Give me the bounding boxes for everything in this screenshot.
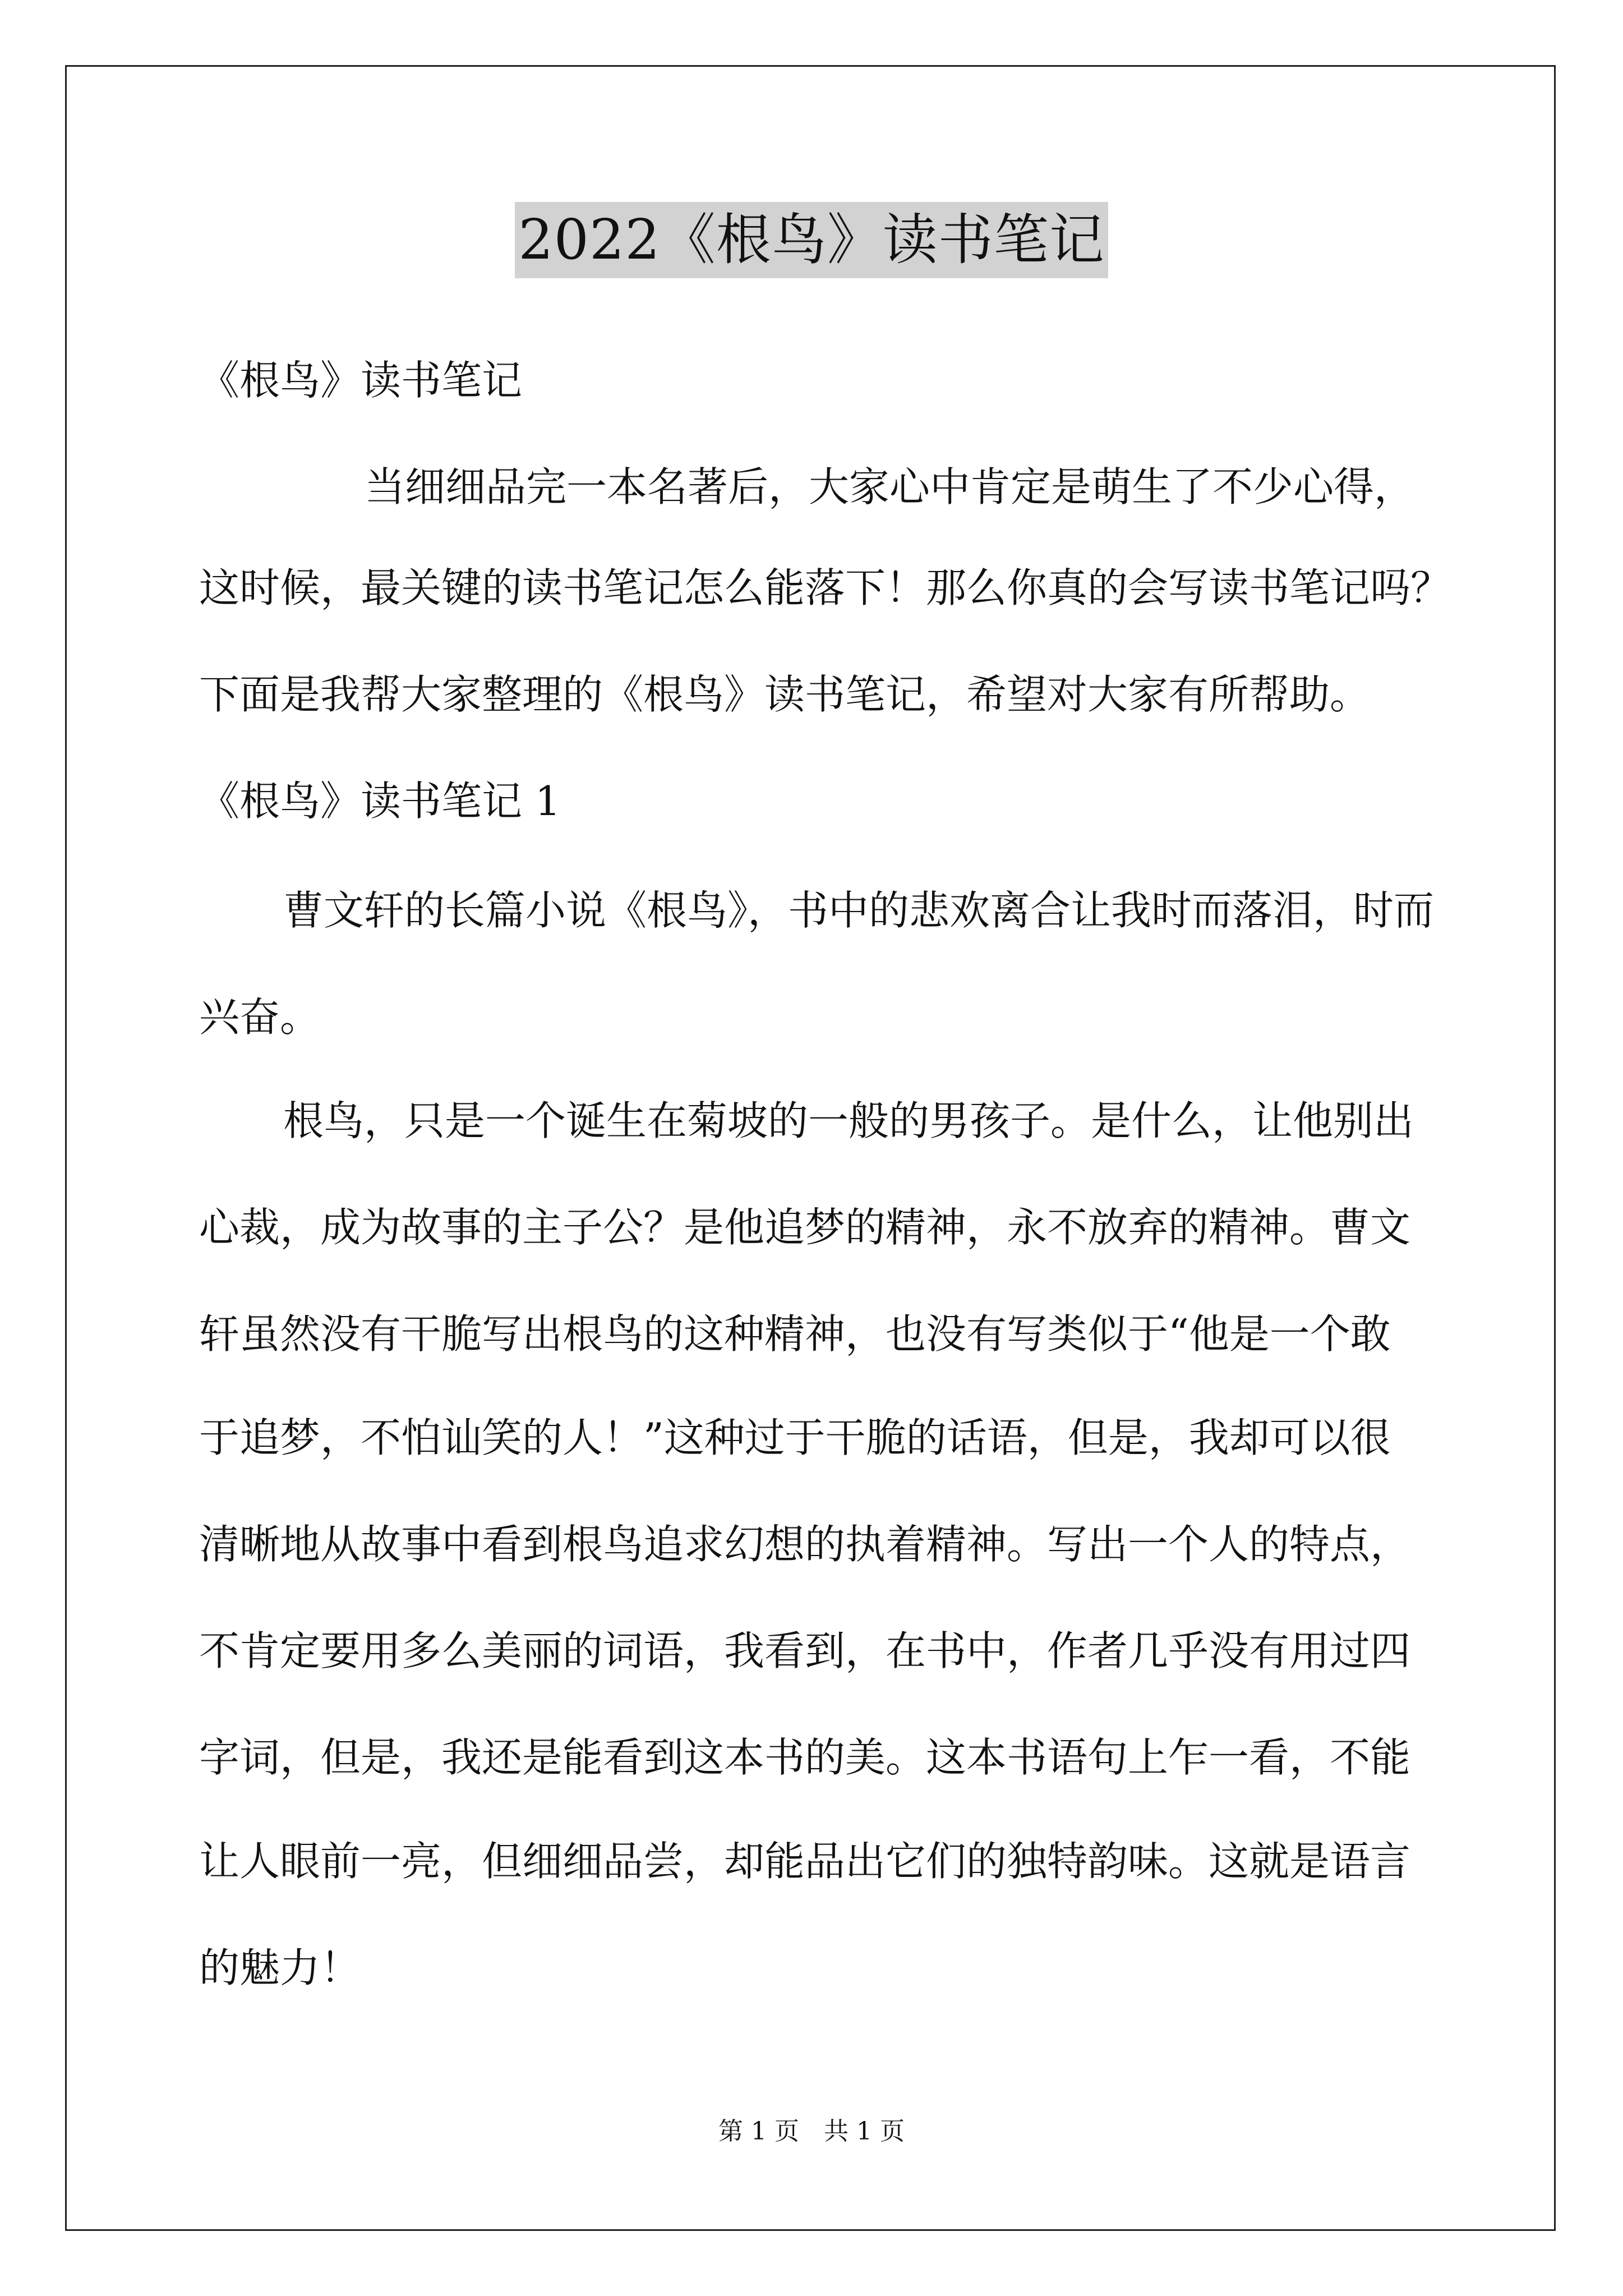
page-footer: 第 1 页 共 1 页 bbox=[718, 2117, 905, 2146]
document-subtitle: 《根鸟》读书笔记 bbox=[199, 357, 523, 404]
para2-line-3: 轩虽然没有干脆写出根鸟的这种精神，也没有写类似于“他是一个敢 bbox=[199, 1310, 1391, 1358]
para1-line-2: 兴奋。 bbox=[199, 993, 321, 1041]
para2-line-4: 于追梦，不怕讪笑的人！”这种过于干脆的话语，但是，我却可以很 bbox=[199, 1414, 1391, 1461]
intro-line-2: 这时候，最关键的读书笔记怎么能落下！那么你真的会写读书笔记吗？ bbox=[199, 564, 1451, 611]
para2-line-9: 的魅力！ bbox=[199, 1944, 361, 1991]
para2-line-2: 心裁，成为故事的主子公？是他追梦的精神，永不放弃的精神。曹文 bbox=[199, 1204, 1411, 1251]
section-heading: 《根鸟》读书笔记 1 bbox=[199, 777, 561, 825]
para2-line-1: 根鸟，只是一个诞生在菊坡的一般的男孩子。是什么，让他别出 bbox=[283, 1097, 1414, 1144]
intro-line-1: 当细细品完一本名著后，大家心中肯定是萌生了不少心得， bbox=[365, 463, 1415, 510]
para2-line-6: 不肯定要用多么美丽的词语，我看到，在书中，作者几乎没有用过四 bbox=[199, 1627, 1411, 1674]
title-wrap bbox=[0, 202, 1623, 278]
para2-line-8: 让人眼前一亮，但细细品尝，却能品出它们的独特韵味。这就是语言 bbox=[199, 1838, 1411, 1885]
para2-line-7: 字词，但是，我还是能看到这本书的美。这本书语句上乍一看，不能 bbox=[199, 1734, 1411, 1781]
para1-line-1: 曹文轩的长篇小说《根鸟》，书中的悲欢离合让我时而落泪，时而 bbox=[283, 887, 1435, 934]
para2-line-5: 清晰地从故事中看到根鸟追求幻想的执着精神。写出一个人的特点， bbox=[199, 1521, 1411, 1568]
intro-line-3: 下面是我帮大家整理的《根鸟》读书笔记，希望对大家有所帮助。 bbox=[199, 671, 1371, 718]
document-title: 2022《根鸟》读书笔记 bbox=[515, 202, 1108, 278]
